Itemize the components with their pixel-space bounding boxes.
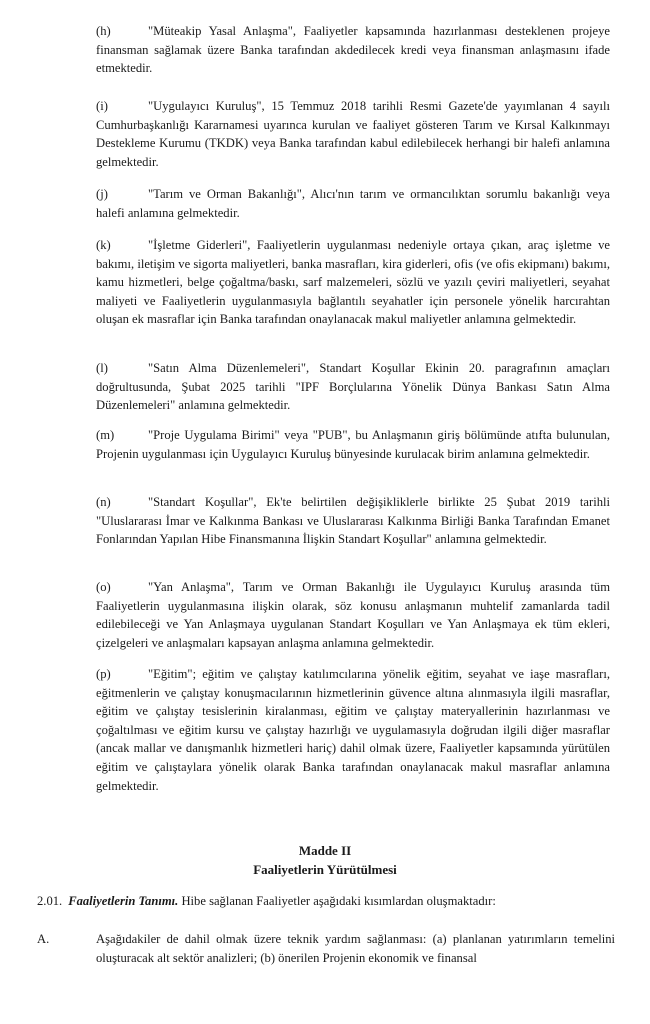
subsection-text: Aşağıdakiler de dahil olmak üzere teknik yardım sağlanması: (a) planlanan yatırımların temelini oluşturacak alt sektör analizleri; (b) önerilen Projenin ekonomik ve finansal (96, 932, 615, 965)
subsection-a (37, 930, 615, 967)
definition-text: "Satın Alma Düzenlemeleri", Standart Koşullar Ekinin 20. paragrafının amaçları doğrultusunda, Şubat 2025 tarihli "IPF Borçlularına Yönelik Dünya Bankası Satın Alma Düzenlemeleri" anlamına gelmektedir. (96, 361, 610, 413)
definition-label: (m) (96, 428, 115, 442)
definition-h (96, 22, 610, 78)
definition-text: "Uygulayıcı Kuruluş", 15 Temmuz 2018 tarihli Resmi Gazete'de yayımlanan 4 sayılı Cumhurbaşkanlığı Kararnamesi uyarınca kurulan ve faaliyet gösteren Tarım ve Kırsal Kalkınmayı Destekleme Kurumu (TKDK) veya Banka tarafından kabul edilebilecek herhangi bir halefi anlamına gelmektedir. (96, 99, 610, 169)
definition-text: "Müteakip Yasal Anlaşma", Faaliyetler kapsamında hazırlanması desteklenen projeye finansman sağlamak üzere Banka tarafından akdedilecek kredi veya finansman anlaşmasını ifade etmektedir. (96, 24, 610, 76)
definition-text: "Eğitim"; eğitim ve çalıştay katılımcılarına yönelik eğitim, seyahat ve iaşe masrafları, eğitmenlerin ve çalıştay konuşmacılarının hizmetlerinin güvence altına alınmasıyla ilgili masraflar, eğitim ve çalıştay tesislerinin kiralanması, eğitim ve çalıştay materyallerinin hazırlanması ve çoğaltılması ve eğitim kursu ve çalıştay hazırlığı ve uygulamasıyla doğrudan ilgili diğer masraflar (ancak mallar ve danışmanlık hizmetleri hariç) dahil olmak üzere, Faaliyetler kapsamında yürütülen eğitim ve çalıştaylara yönelik olarak Banka tarafından onaylanacak makul masraflar anlamına gelmektedir. (96, 667, 610, 793)
definition-text: "Standart Koşullar", Ek'te belirtilen değişikliklerle birlikte 25 Şubat 2019 tarihli "Uluslararası İmar ve Kalkınma Bankası ve Uluslararası Kalkınma Birliği Banka Tarafından Emanet Fonlarından Yapılan Hibe Finansmanına İlişkin Standart Koşullar" anlamına gelmektedir. (96, 495, 610, 547)
definition-text: "İşletme Giderleri", Faaliyetlerin uygulanması nedeniyle ortaya çıkan, araç işletme ve bakımı, iletişim ve sigorta maliyetleri, banka masrafları, kira giderleri, ofis (ve ofis ekipmanı) bakımı, kamu hizmetleri, belge çoğaltma/baskı, sarf malzemeleri, sözlü ve yazılı çeviri maliyetleri, seyahat maliyeti ve Faaliyetlerin uygulanmasıyla bağlantılı seyahatler için personele yönelik harcırahtan oluşan ek masraflar için Banka tarafından onaylanacak makul maliyetler anlamına gelmektedir. (96, 238, 610, 327)
article-title: Faaliyetlerin Yürütülmesi (253, 862, 397, 877)
section-title: Faaliyetlerin Tanımı. (68, 894, 179, 908)
definition-l (96, 359, 610, 415)
definition-label: (i) (96, 99, 108, 113)
definition-label: (j) (96, 187, 108, 201)
section-2-01 (37, 892, 617, 911)
definition-m (96, 426, 610, 463)
definition-label: (l) (96, 361, 108, 375)
definition-label: (p) (96, 667, 111, 681)
definition-i (96, 97, 610, 171)
definition-o (96, 578, 610, 652)
definition-label: (o) (96, 580, 111, 594)
section-text: Hibe sağlanan Faaliyetler aşağıdaki kısımlardan oluşmaktadır: (181, 894, 496, 908)
definition-p (96, 665, 610, 795)
definition-label: (k) (96, 238, 111, 252)
definition-text: "Proje Uygulama Birimi" veya "PUB", bu Anlaşmanın giriş bölümünde atıfta bulunulan, Projenin uygulanması için Uygulayıcı Kuruluş bünyesinde kurulacak birim anlamına gelmektedir. (96, 428, 610, 461)
definition-label: (h) (96, 24, 111, 38)
definition-j (96, 185, 610, 222)
section-number: 2.01. (37, 894, 63, 908)
definition-n (96, 493, 610, 549)
article-number: Madde II (298, 843, 352, 858)
subsection-label: A. (37, 932, 50, 946)
definition-text: "Yan Anlaşma", Tarım ve Orman Bakanlığı ile Uygulayıcı Kuruluş arasında tüm Faaliyetlerin uygulanmasına ilişkin olarak, söz konusu anlaşmanın muhtelif zamanlarda tadil edilebileceği ve Yan Anlaşmaya uygulanan Standart Koşulları ve Yan Anlaşmaya ek tüm ekleri, çizelgeleri ve anlaşmaları kapsayan anlaşma anlamına gelmektedir. (96, 580, 610, 650)
definition-k (96, 236, 610, 329)
definition-text: "Tarım ve Orman Bakanlığı", Alıcı'nın tarım ve ormancılıktan sorumlu bakanlığı veya halefi anlamına gelmektedir. (96, 187, 610, 220)
definition-label: (n) (96, 495, 111, 509)
